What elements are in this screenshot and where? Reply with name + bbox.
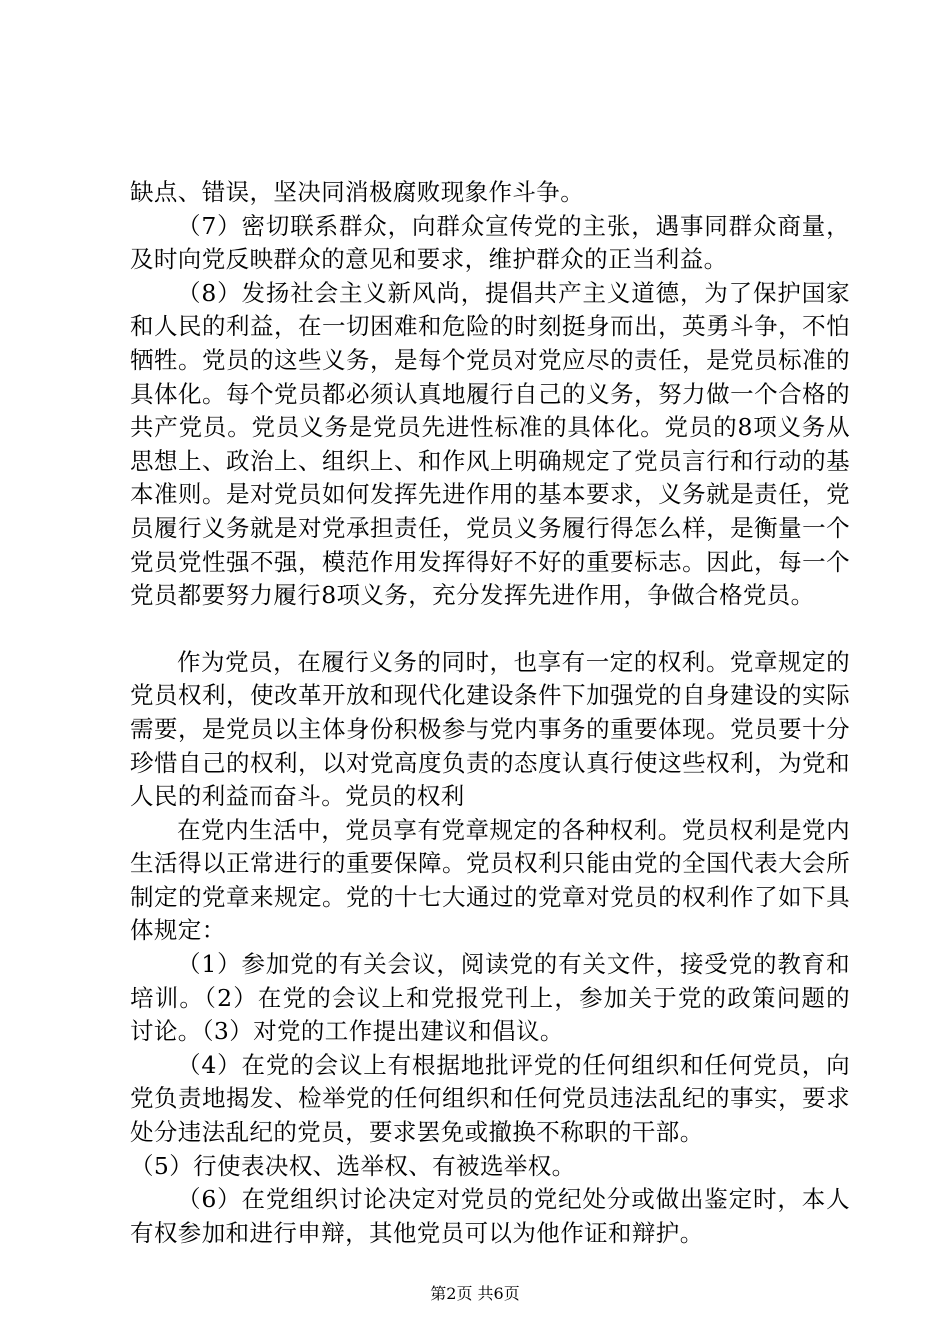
paragraph-rights-overview: 在党内生活中，党员享有党章规定的各种权利。党员权利是党内生活得以正常进行的重要保障。党员权利只能由党的全国代表大会所制定的党章来规定。党的十七大通过的党章对党员的权利作了如下具体规定： <box>130 815 850 945</box>
page-footer: 第2页 共6页 <box>430 1284 520 1303</box>
paragraph-rights-5: （5）行使表决权、选举权、有被选举权。 <box>130 1151 576 1180</box>
paragraph-continuation: 缺点、错误，坚决同消极腐败现象作斗争。 <box>130 178 585 206</box>
paragraph-duty-8: （8）发扬社会主义新风尚，提倡共产主义道德，为了保护国家和人民的利益，在一切困难和危险的时刻挺身而出，英勇斗争，不怕牺牲。党员的这些义务，是每个党员对党应尽的责任，是党员标准的具体化。每个党员都必须认真地履行自己的义务，努力做一个合格的共产党员。党员义务是党员先进性标准的具体化。党员的8项义务从思想上、政治上、组织上、和作风上明确规定了党员言行和行动的基本准则。是对党员如何发挥先进作用的基本要求，义务就是责任，党员履行义务就是对党承担责任，党员义务履行得怎么样，是衡量一个党员党性强不强，模范作用发挥得好不好的重要标志。因此，每一个党员都要努力履行8项义务，充分发挥先进作用，争做合格党员。 <box>130 278 850 610</box>
paragraph-rights-1-3: （1）参加党的有关会议，阅读党的有关文件，接受党的教育和培训。（2）在党的会议上和党报党刊上，参加关于党的政策问题的讨论。（3）对党的工作提出建议和倡议。 <box>130 950 850 1046</box>
document-body <box>130 176 850 1250</box>
paragraph-duty-7: （7）密切联系群众，向群众宣传党的主张，遇事同群众商量，及时向党反映群众的意见和要求，维护群众的正当利益。 <box>130 211 850 274</box>
paragraph-rights-intro: 作为党员，在履行义务的同时，也享有一定的权利。党章规定的党员权利，使改革开放和现代化建设条件下加强党的自身建设的实际需要，是党员以主体身份积极参与党内事务的重要体现。党员要十分珍惜自己的权利，以对党高度负责的态度认真行使这些权利，为党和人民的利益而奋斗。党员的权利 <box>130 647 850 811</box>
paragraph-rights-4: （4）在党的会议上有根据地批评党的任何组织和任何党员，向党负责地揭发、检举党的任何组织和任何党员违法乱纪的事实，要求处分违法乱纪的党员，要求罢免或撤换不称职的干部。 <box>130 1050 850 1147</box>
paragraph-rights-6: （6）在党组织讨论决定对党员的党纪处分或做出鉴定时，本人有权参加和进行申辩，其他党员可以为他作证和辩护。 <box>130 1185 850 1247</box>
